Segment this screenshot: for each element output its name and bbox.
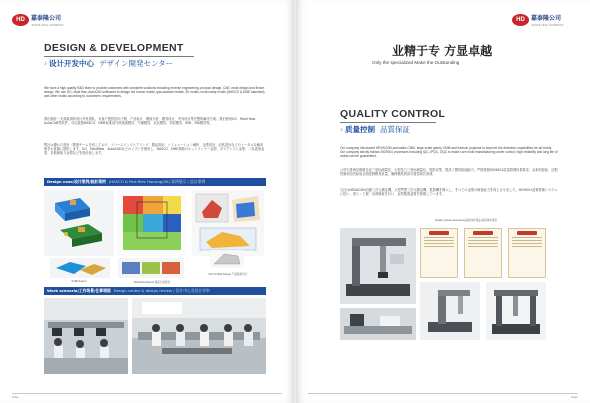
caption-step-export: STEP Export	[71, 280, 87, 283]
work-scenario-bar	[44, 287, 266, 295]
logo-cn-text-right: 嘉泰隆公司	[531, 15, 562, 22]
caption-moldflow: Mold Flow Report 模流分析报告	[133, 281, 171, 284]
slogan-en: Only the specialized Make the Outstanding	[372, 60, 460, 65]
cert-caption: Quality system assurance/品质体系保证/品質体系保証	[434, 219, 498, 222]
section-cn-right: 质量控制	[345, 125, 375, 134]
section-title-design: DESIGN & DEVELOPMENT	[44, 42, 184, 54]
footer-divider	[12, 393, 282, 394]
section-subtitle-design	[44, 58, 173, 69]
paragraph-en-right: Our company introduced HEXAGON automatic CMM, large scale gantry CMM and Keeson projector to improve the detection capabilities for all molds. Our company strictly follows ISO9001 processes including IQC, IPQC, OQC to make sure mold manufacturing under control; high reliability and long life of molds can be guaranteed.	[340, 146, 558, 159]
design-case-label: Design case/设计案例/設計案例	[47, 179, 106, 184]
part-detail-image	[210, 250, 244, 268]
section-divider	[44, 56, 194, 57]
section-jp: デザイン開発センター	[99, 59, 174, 68]
mold-layout-image	[118, 258, 184, 278]
office-photo-2	[132, 298, 266, 374]
slogan-cn: 业精于专 方显卓越	[392, 44, 493, 58]
section-title-quality: QUALITY CONTROL	[340, 108, 446, 120]
right-page	[296, 0, 590, 403]
logo-mark: HD	[12, 14, 29, 26]
paragraph-jp: 弊社は優れた設計・開発チームを有しており、リバースエンジニアリング、製品設計、シミュレーション解析、金型設計、治具設計などのトータルな解決策をお客様に提供します。UG、Moldflow、AutoCADなどのソフトを使用し、HASCO、DME規格のホットランナー金型、ガスアシスト金型、二色成形金型、多数個取り金型などを設計致します。	[44, 143, 265, 156]
logo-en-text: JIATAILONG COMPANY	[31, 23, 64, 27]
logo-en-text-right: JIATAILONG COMPANY	[531, 23, 564, 27]
caption-part-mold: Part & Mold Design 产品模具设计	[208, 273, 248, 276]
certificate-2	[464, 228, 502, 278]
company-logo-right	[512, 13, 564, 27]
paragraph-cn-right: 公司引进海克斯康自动三坐标测量仪、大型龙门三坐标测量仪、投影仪等，提高了模具检测能力。严格按照ISO9001质量管理体系要求，从来料检验、过程控制到出货检验全面控制模具质量，确保模具的高可靠性和长寿命。	[340, 168, 558, 177]
page-number-right: Page	[570, 395, 578, 399]
mold-assembly-image	[50, 258, 110, 278]
cmm-machine-photo	[340, 228, 416, 304]
design-case-rest: (HASCO & Part files Housing/2K) 案例展示 / 設計事例	[108, 179, 206, 184]
logo-mark-right: HD	[512, 14, 529, 26]
section-subtitle-quality	[340, 124, 410, 135]
section-divider-right	[340, 122, 436, 123]
page-number-left: Page	[12, 395, 20, 399]
logo-cn-text: 嘉泰隆公司	[31, 15, 62, 22]
work-scenario-label: Work scenario/工作场景/仕事場面	[47, 288, 111, 293]
company-logo	[12, 13, 64, 27]
part-design-image	[192, 190, 264, 256]
section-cn: 设计开发中心	[49, 59, 94, 68]
moldflow-image	[117, 190, 187, 256]
paragraph-cn: 我们拥有一支高素质的设计开发团队，为客户提供逆向工程、产品设计、模流分析、模具设计、夹具设计等完整的解决方案。我们使用UG、Mold flow、AutoCAD等软件，可以按照HASCO、DME标准设计热流道模具、气辅模具、双色模具、多腔模具、IMD、INS模具等。	[44, 117, 259, 126]
mold-render-image	[44, 190, 114, 256]
chevron-right-icon-right: ›	[340, 125, 343, 134]
design-case-bar	[44, 178, 266, 186]
chevron-right-icon: ›	[44, 59, 47, 68]
paragraph-jp-right: 当社はHEXAGON自動三次元測定機、大型門型三次元測定機、投影機を導入し、すべての金型の検査能力を向上させました。ISO9001品質管理システムに従い、受入・工程・出荷検査を行い、金型製造品質を管理しています。	[340, 188, 558, 197]
footer-divider-right	[308, 393, 578, 394]
measuring-device-photo	[420, 282, 480, 340]
office-photo-1	[44, 298, 128, 374]
certificate-3	[508, 228, 546, 278]
paragraph-en: We have a high quality R&D team to provide customers with complete solutions including reverse engineering, product design, CAE, mold design and fixture design. We use UG, Mold flow, AutoCAD softwares to design hot runner molds, gas-assisted molds, 2K molds, multi-cavity molds (HASCO & DME standard), and other molds according to customers' requirements.	[44, 86, 266, 99]
section-jp-right: 品質保証	[380, 125, 410, 134]
certificate-1	[420, 228, 458, 278]
gantry-cmm-photo	[486, 282, 546, 340]
work-scenario-rest: Design center & design review / 设计中心及设计评审	[113, 288, 210, 293]
left-page	[0, 0, 294, 403]
lab-photo	[340, 308, 416, 340]
